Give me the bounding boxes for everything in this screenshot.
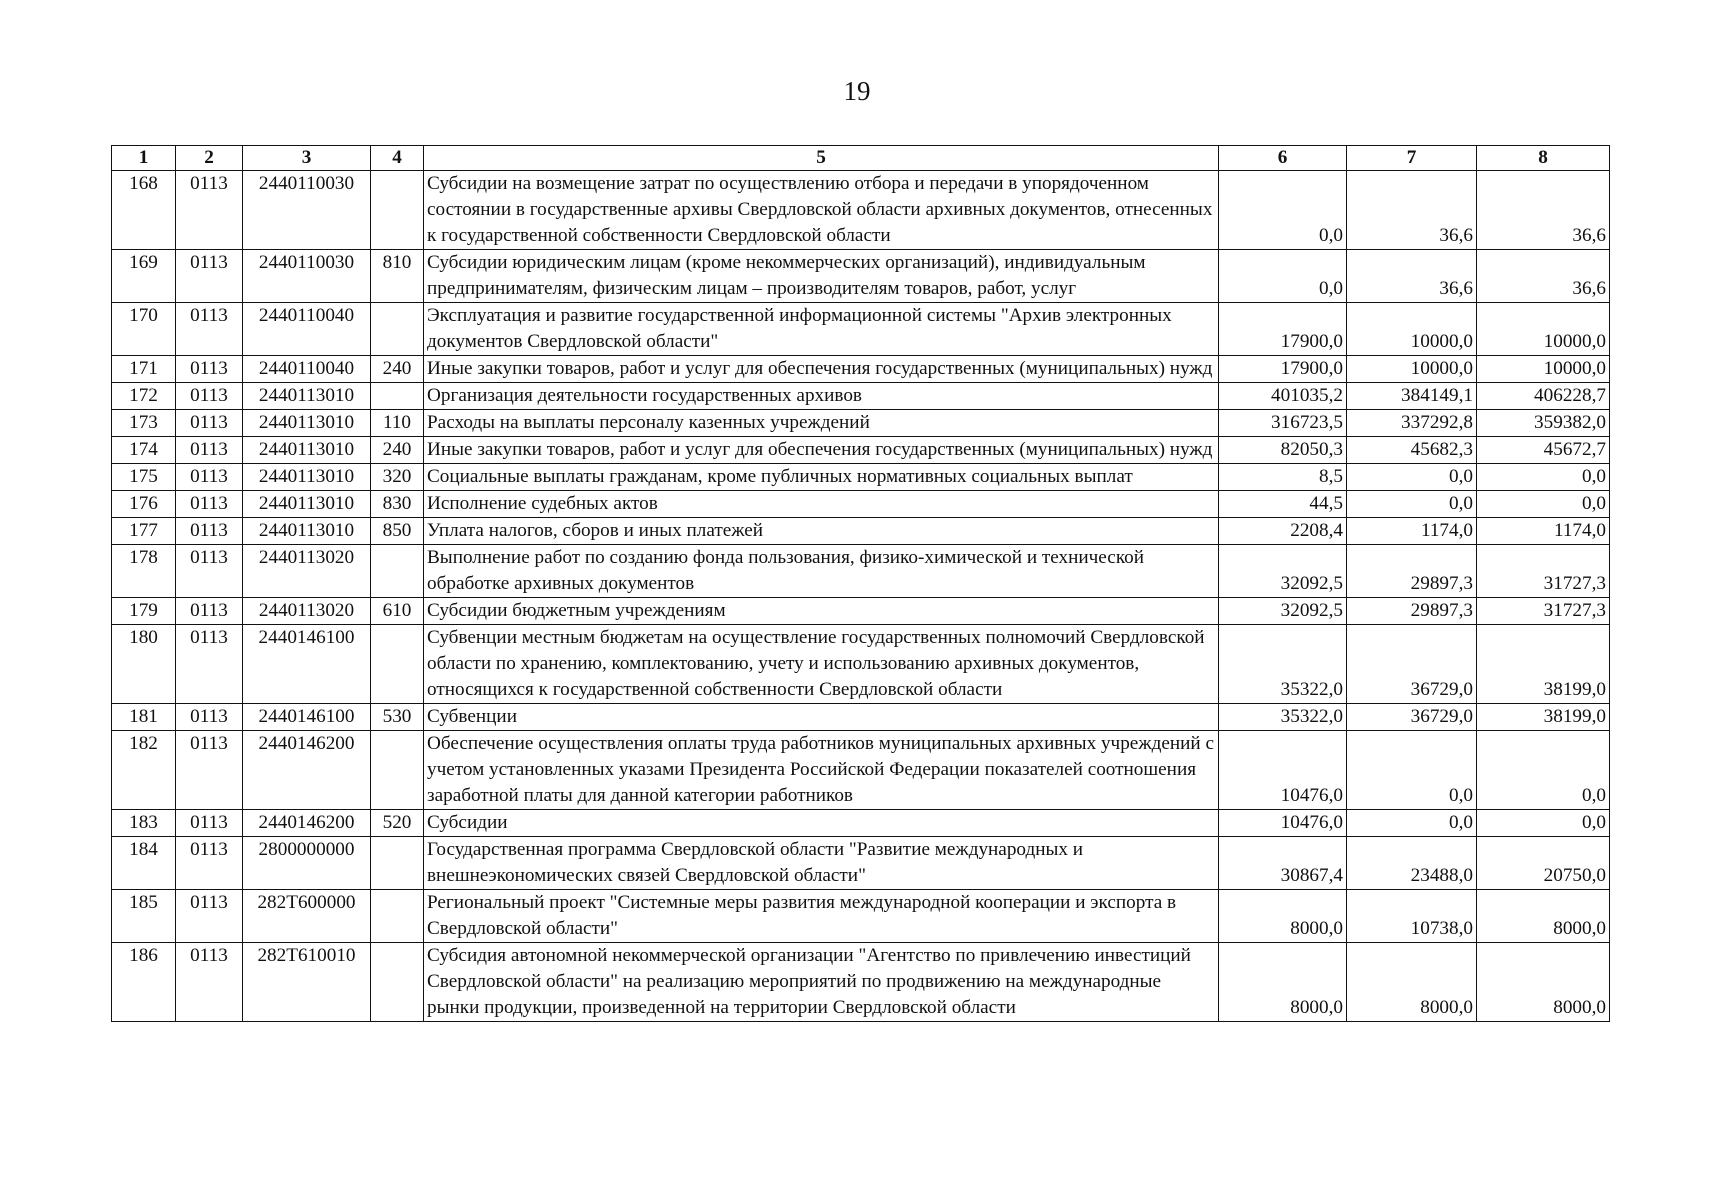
header-col-2: 2 — [176, 146, 243, 171]
expense-name: Государственная программа Свердловской области "Развитие международных и внешнеэкономических связей Свердловской области" — [424, 837, 1219, 890]
section-code: 0113 — [176, 250, 243, 303]
expense-type-code: 240 — [371, 356, 424, 383]
amount-col-8: 45672,7 — [1477, 437, 1610, 464]
header-col-8: 8 — [1477, 146, 1610, 171]
expense-name: Уплата налогов, сборов и иных платежей — [424, 518, 1219, 545]
expense-name: Субвенции местным бюджетам на осуществление государственных полномочий Свердловской области по хранению, комплектованию, учету и использованию архивных документов, относящихся к государственной собственности Свердловской области — [424, 625, 1219, 704]
target-article-code: 2440110030 — [243, 171, 371, 250]
header-col-1: 1 — [112, 146, 176, 171]
amount-col-6: 8000,0 — [1219, 943, 1347, 1022]
table-row — [112, 890, 1610, 943]
amount-col-8: 0,0 — [1477, 464, 1610, 491]
header-col-6: 6 — [1219, 146, 1347, 171]
expense-name: Иные закупки товаров, работ и услуг для обеспечения государственных (муниципальных) нужд — [424, 356, 1219, 383]
table-row — [112, 303, 1610, 356]
table-body — [112, 171, 1610, 1022]
row-number: 183 — [112, 810, 176, 837]
target-article-code: 282Т610010 — [243, 943, 371, 1022]
section-code: 0113 — [176, 356, 243, 383]
target-article-code: 2440110040 — [243, 303, 371, 356]
expense-type-code — [371, 171, 424, 250]
target-article-code: 2440113010 — [243, 383, 371, 410]
expense-type-code — [371, 837, 424, 890]
amount-col-6: 35322,0 — [1219, 704, 1347, 731]
target-article-code: 2440113010 — [243, 464, 371, 491]
expense-name: Обеспечение осуществления оплаты труда работников муниципальных архивных учреждений с учетом установленных указами Президента Российской Федерации показателей соотношения заработной платы для данной категории работников — [424, 731, 1219, 810]
amount-col-8: 359382,0 — [1477, 410, 1610, 437]
row-number: 179 — [112, 598, 176, 625]
target-article-code: 2440146100 — [243, 625, 371, 704]
row-number: 169 — [112, 250, 176, 303]
section-code: 0113 — [176, 704, 243, 731]
amount-col-7: 36,6 — [1347, 250, 1477, 303]
amount-col-7: 0,0 — [1347, 731, 1477, 810]
target-article-code: 2440146200 — [243, 731, 371, 810]
amount-col-7: 36,6 — [1347, 171, 1477, 250]
table-row — [112, 731, 1610, 810]
amount-col-6: 2208,4 — [1219, 518, 1347, 545]
section-code: 0113 — [176, 171, 243, 250]
section-code: 0113 — [176, 731, 243, 810]
table-row — [112, 704, 1610, 731]
expense-type-code: 530 — [371, 704, 424, 731]
expense-type-code: 240 — [371, 437, 424, 464]
expense-name: Субсидии на возмещение затрат по осуществлению отбора и передачи в упорядоченном состоянии в государственные архивы Свердловской области архивных документов, отнесенных к государственной собственности Свердловской области — [424, 171, 1219, 250]
header-col-7: 7 — [1347, 146, 1477, 171]
amount-col-7: 36729,0 — [1347, 704, 1477, 731]
amount-col-7: 10738,0 — [1347, 890, 1477, 943]
amount-col-8: 38199,0 — [1477, 704, 1610, 731]
expense-type-code: 810 — [371, 250, 424, 303]
section-code: 0113 — [176, 303, 243, 356]
table-row — [112, 598, 1610, 625]
section-code: 0113 — [176, 598, 243, 625]
table-row — [112, 943, 1610, 1022]
amount-col-7: 0,0 — [1347, 810, 1477, 837]
amount-col-8: 20750,0 — [1477, 837, 1610, 890]
target-article-code: 282Т600000 — [243, 890, 371, 943]
section-code: 0113 — [176, 464, 243, 491]
target-article-code: 2440113010 — [243, 437, 371, 464]
section-code: 0113 — [176, 518, 243, 545]
row-number: 177 — [112, 518, 176, 545]
expense-type-code: 320 — [371, 464, 424, 491]
amount-col-7: 29897,3 — [1347, 545, 1477, 598]
amount-col-7: 384149,1 — [1347, 383, 1477, 410]
amount-col-6: 8,5 — [1219, 464, 1347, 491]
amount-col-7: 1174,0 — [1347, 518, 1477, 545]
header-col-5: 5 — [424, 146, 1219, 171]
amount-col-8: 8000,0 — [1477, 890, 1610, 943]
section-code: 0113 — [176, 837, 243, 890]
target-article-code: 2440113020 — [243, 545, 371, 598]
section-code: 0113 — [176, 410, 243, 437]
expense-name: Субсидии бюджетным учреждениям — [424, 598, 1219, 625]
table-row — [112, 410, 1610, 437]
amount-col-8: 8000,0 — [1477, 943, 1610, 1022]
amount-col-7: 23488,0 — [1347, 837, 1477, 890]
amount-col-7: 0,0 — [1347, 464, 1477, 491]
expense-type-code — [371, 545, 424, 598]
amount-col-8: 0,0 — [1477, 491, 1610, 518]
expense-name: Расходы на выплаты персоналу казенных учреждений — [424, 410, 1219, 437]
amount-col-6: 44,5 — [1219, 491, 1347, 518]
target-article-code: 2440110040 — [243, 356, 371, 383]
amount-col-7: 29897,3 — [1347, 598, 1477, 625]
expense-name: Субсидии — [424, 810, 1219, 837]
table-row — [112, 171, 1610, 250]
amount-col-6: 82050,3 — [1219, 437, 1347, 464]
table-row — [112, 383, 1610, 410]
row-number: 181 — [112, 704, 176, 731]
row-number: 186 — [112, 943, 176, 1022]
target-article-code: 2800000000 — [243, 837, 371, 890]
amount-col-7: 8000,0 — [1347, 943, 1477, 1022]
amount-col-6: 32092,5 — [1219, 598, 1347, 625]
row-number: 175 — [112, 464, 176, 491]
amount-col-7: 45682,3 — [1347, 437, 1477, 464]
section-code: 0113 — [176, 545, 243, 598]
expense-name: Исполнение судебных актов — [424, 491, 1219, 518]
amount-col-8: 1174,0 — [1477, 518, 1610, 545]
amount-col-8: 36,6 — [1477, 250, 1610, 303]
header-col-3: 3 — [243, 146, 371, 171]
amount-col-8: 10000,0 — [1477, 356, 1610, 383]
row-number: 180 — [112, 625, 176, 704]
expense-type-code: 110 — [371, 410, 424, 437]
target-article-code: 2440113010 — [243, 410, 371, 437]
row-number: 168 — [112, 171, 176, 250]
section-code: 0113 — [176, 810, 243, 837]
row-number: 185 — [112, 890, 176, 943]
target-article-code: 2440110030 — [243, 250, 371, 303]
expense-type-code — [371, 731, 424, 810]
target-article-code: 2440146200 — [243, 810, 371, 837]
amount-col-8: 31727,3 — [1477, 545, 1610, 598]
row-number: 176 — [112, 491, 176, 518]
amount-col-8: 31727,3 — [1477, 598, 1610, 625]
section-code: 0113 — [176, 491, 243, 518]
target-article-code: 2440113020 — [243, 598, 371, 625]
amount-col-8: 10000,0 — [1477, 303, 1610, 356]
table-row — [112, 491, 1610, 518]
expense-type-code — [371, 943, 424, 1022]
amount-col-8: 0,0 — [1477, 810, 1610, 837]
target-article-code: 2440113010 — [243, 518, 371, 545]
row-number: 178 — [112, 545, 176, 598]
amount-col-8: 38199,0 — [1477, 625, 1610, 704]
amount-col-6: 30867,4 — [1219, 837, 1347, 890]
amount-col-7: 10000,0 — [1347, 356, 1477, 383]
row-number: 171 — [112, 356, 176, 383]
header-col-4: 4 — [371, 146, 424, 171]
amount-col-6: 17900,0 — [1219, 303, 1347, 356]
expense-name: Иные закупки товаров, работ и услуг для обеспечения государственных (муниципальных) нужд — [424, 437, 1219, 464]
expense-type-code — [371, 383, 424, 410]
amount-col-7: 0,0 — [1347, 491, 1477, 518]
section-code: 0113 — [176, 625, 243, 704]
table-row — [112, 464, 1610, 491]
amount-col-6: 316723,5 — [1219, 410, 1347, 437]
table-row — [112, 250, 1610, 303]
expense-name: Выполнение работ по созданию фонда пользования, физико-химической и технической обработке архивных документов — [424, 545, 1219, 598]
expense-type-code: 520 — [371, 810, 424, 837]
table-row — [112, 837, 1610, 890]
page-number: 19 — [843, 76, 871, 106]
amount-col-7: 10000,0 — [1347, 303, 1477, 356]
amount-col-8: 0,0 — [1477, 731, 1610, 810]
table-row — [112, 356, 1610, 383]
amount-col-8: 406228,7 — [1477, 383, 1610, 410]
amount-col-6: 35322,0 — [1219, 625, 1347, 704]
amount-col-6: 0,0 — [1219, 250, 1347, 303]
row-number: 174 — [112, 437, 176, 464]
expense-name: Субсидия автономной некоммерческой организации "Агентство по привлечению инвестиций Свердловской области" на реализацию мероприятий по продвижению на международные рынки продукции, произведенной на территории Свердловской области — [424, 943, 1219, 1022]
row-number: 173 — [112, 410, 176, 437]
budget-table — [111, 145, 1610, 1022]
row-number: 170 — [112, 303, 176, 356]
amount-col-7: 337292,8 — [1347, 410, 1477, 437]
expense-type-code — [371, 303, 424, 356]
expense-type-code — [371, 890, 424, 943]
amount-col-6: 10476,0 — [1219, 731, 1347, 810]
table-row — [112, 625, 1610, 704]
amount-col-6: 10476,0 — [1219, 810, 1347, 837]
amount-col-6: 8000,0 — [1219, 890, 1347, 943]
section-code: 0113 — [176, 943, 243, 1022]
section-code: 0113 — [176, 383, 243, 410]
expense-name: Социальные выплаты гражданам, кроме публичных нормативных социальных выплат — [424, 464, 1219, 491]
expense-name: Субвенции — [424, 704, 1219, 731]
target-article-code: 2440146100 — [243, 704, 371, 731]
expense-type-code: 610 — [371, 598, 424, 625]
expense-name: Региональный проект "Системные меры развития международной кооперации и экспорта в Свердловской области" — [424, 890, 1219, 943]
table-row — [112, 518, 1610, 545]
expense-name: Субсидии юридическим лицам (кроме некоммерческих организаций), индивидуальным предпринимателям, физическим лицам – производителям товаров, работ, услуг — [424, 250, 1219, 303]
table-row — [112, 810, 1610, 837]
row-number: 172 — [112, 383, 176, 410]
amount-col-8: 36,6 — [1477, 171, 1610, 250]
expense-name: Эксплуатация и развитие государственной информационной системы "Архив электронных документов Свердловской области" — [424, 303, 1219, 356]
row-number: 184 — [112, 837, 176, 890]
expense-type-code: 850 — [371, 518, 424, 545]
table-row — [112, 437, 1610, 464]
expense-type-code — [371, 625, 424, 704]
amount-col-6: 32092,5 — [1219, 545, 1347, 598]
expense-type-code: 830 — [371, 491, 424, 518]
amount-col-6: 401035,2 — [1219, 383, 1347, 410]
section-code: 0113 — [176, 437, 243, 464]
section-code: 0113 — [176, 890, 243, 943]
row-number: 182 — [112, 731, 176, 810]
amount-col-6: 0,0 — [1219, 171, 1347, 250]
amount-col-7: 36729,0 — [1347, 625, 1477, 704]
amount-col-6: 17900,0 — [1219, 356, 1347, 383]
expense-name: Организация деятельности государственных архивов — [424, 383, 1219, 410]
target-article-code: 2440113010 — [243, 491, 371, 518]
header-row — [112, 146, 1610, 171]
table-row — [112, 545, 1610, 598]
